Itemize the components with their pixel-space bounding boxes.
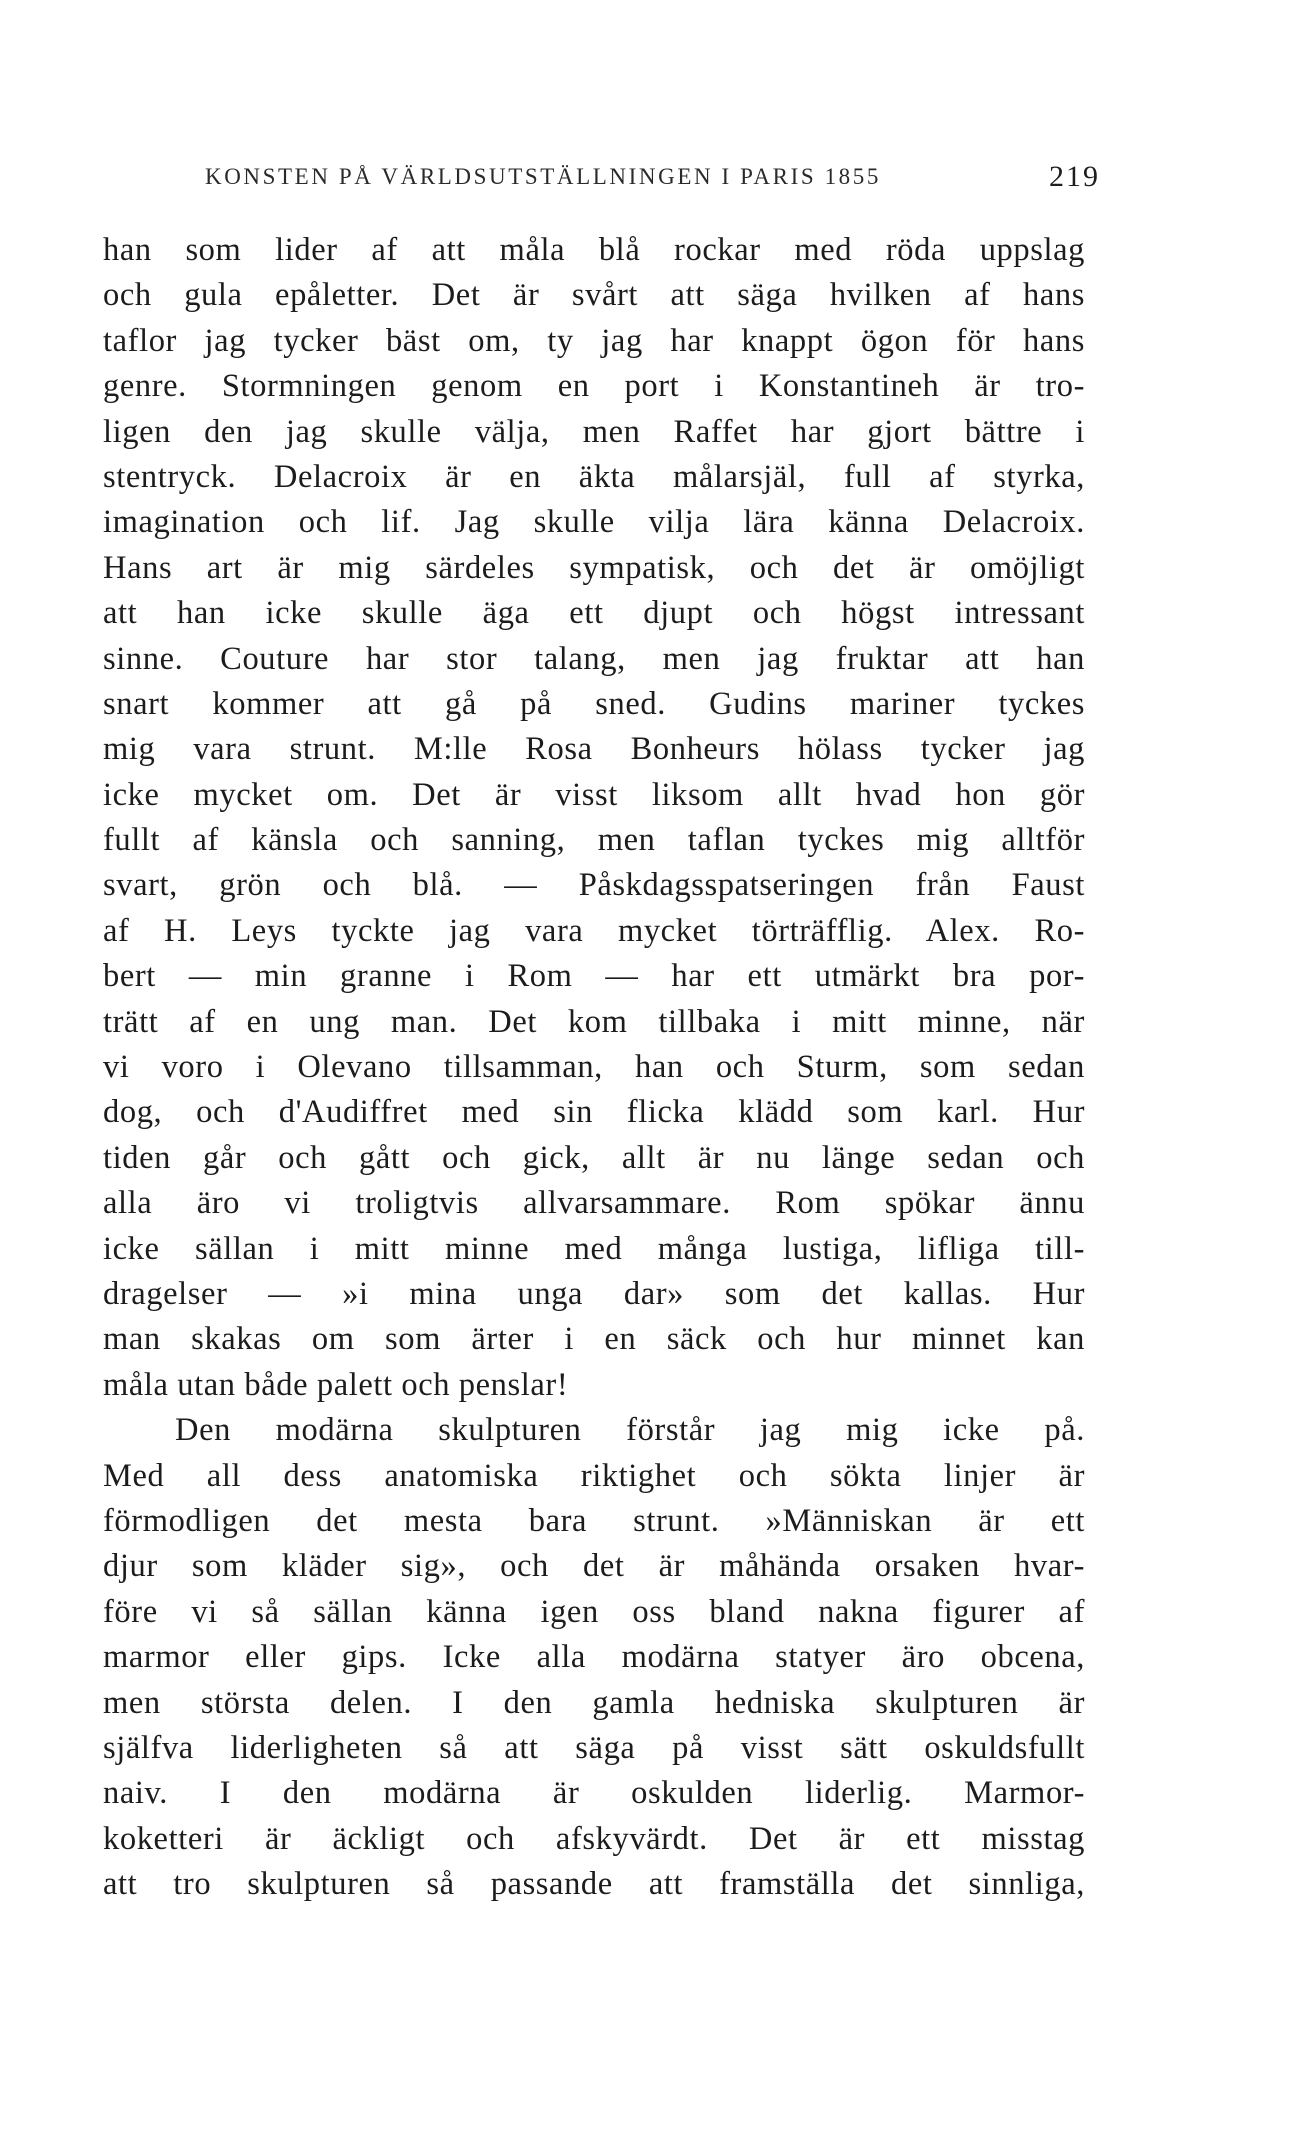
text-line: dog, och d'Audiffret med sin flicka klädd som karl. Hur xyxy=(103,1094,1085,1131)
text-line: men största delen. I den gamla hedniska skulpturen är xyxy=(103,1684,1085,1721)
text-line: sinne. Couture har stor talang, men jag fruktar att han xyxy=(103,640,1085,677)
text-line: mig vara strunt. M:lle Rosa Bonheurs hölass tycker jag xyxy=(103,731,1085,768)
text-line: icke mycket om. Det är visst liksom allt hvad hon gör xyxy=(103,776,1085,813)
text-line: man skakas om som ärter i en säck och hur minnet kan xyxy=(103,1321,1085,1358)
text-line: före vi så sällan känna igen oss bland nakna figurer af xyxy=(103,1593,1085,1630)
text-line: icke sällan i mitt minne med många lustiga, lifliga till- xyxy=(103,1230,1085,1267)
paragraph-end-line: måla utan både palett och penslar! xyxy=(103,1366,569,1403)
page-number: 219 xyxy=(1049,160,1100,193)
text-line: vi voro i Olevano tillsamman, han och Sturm, som sedan xyxy=(103,1049,1085,1086)
text-line: svart, grön och blå. — Påskdagsspatseringen från Faust xyxy=(103,867,1085,904)
text-line: bert — min granne i Rom — har ett utmärkt bra por- xyxy=(103,958,1085,995)
text-line: fullt af känsla och sanning, men taflan tyckes mig alltför xyxy=(103,822,1085,859)
text-line: alla äro vi troligtvis allvarsammare. Rom spökar ännu xyxy=(103,1185,1085,1222)
text-line: koketteri är äckligt och afskyvärdt. Det är ett misstag xyxy=(103,1820,1085,1857)
text-line: snart kommer att gå på sned. Gudins mariner tyckes xyxy=(103,685,1085,722)
text-line: tiden går och gått och gick, allt är nu länge sedan och xyxy=(103,1139,1085,1176)
text-line: förmodligen det mesta bara strunt. »Människan är ett xyxy=(103,1502,1085,1539)
text-line: Med all dess anatomiska riktighet och sökta linjer är xyxy=(103,1457,1085,1494)
text-line: stentryck. Delacroix är en äkta målarsjäl, full af styrka, xyxy=(103,458,1085,495)
running-head xyxy=(205,160,1100,200)
text-line: själfva liderligheten så att säga på visst sätt oskuldsfullt xyxy=(103,1729,1085,1766)
text-line: marmor eller gips. Icke alla modärna statyer äro obcena, xyxy=(103,1639,1085,1676)
text-line: han som lider af att måla blå rockar med röda uppslag xyxy=(103,232,1085,268)
text-line: att tro skulpturen så passande att framställa det sinnliga, xyxy=(103,1866,1085,1903)
text-line: imagination och lif. Jag skulle vilja lära känna Delacroix. xyxy=(103,504,1085,541)
text-line: af H. Leys tyckte jag vara mycket törträfflig. Alex. Ro- xyxy=(103,912,1085,949)
paragraph-start-line: Den modärna skulpturen förstår jag mig icke på. xyxy=(175,1412,1085,1449)
text-line: taflor jag tycker bäst om, ty jag har knappt ögon för hans xyxy=(103,322,1085,359)
text-line: trätt af en ung man. Det kom tillbaka i mitt minne, när xyxy=(103,1003,1085,1040)
body-text xyxy=(103,228,1085,1907)
text-line: djur som kläder sig», och det är måhända orsaken hvar- xyxy=(103,1548,1085,1585)
text-line: och gula epåletter. Det är svårt att säga hvilken af hans xyxy=(103,277,1085,314)
text-line: dragelser — »i mina unga dar» som det kallas. Hur xyxy=(103,1275,1085,1312)
text-line: genre. Stormningen genom en port i Konstantineh är tro- xyxy=(103,368,1085,405)
running-title: KONSTEN PÅ VÄRLDSUTSTÄLLNINGEN I PARIS 1855 xyxy=(205,164,881,189)
text-line: naiv. I den modärna är oskulden liderlig. Marmor- xyxy=(103,1775,1085,1812)
text-line: Hans art är mig särdeles sympatisk, och det är omöjligt xyxy=(103,549,1085,586)
text-line: att han icke skulle äga ett djupt och högst intressant xyxy=(103,595,1085,632)
text-line: ligen den jag skulle välja, men Raffet har gjort bättre i xyxy=(103,413,1085,450)
